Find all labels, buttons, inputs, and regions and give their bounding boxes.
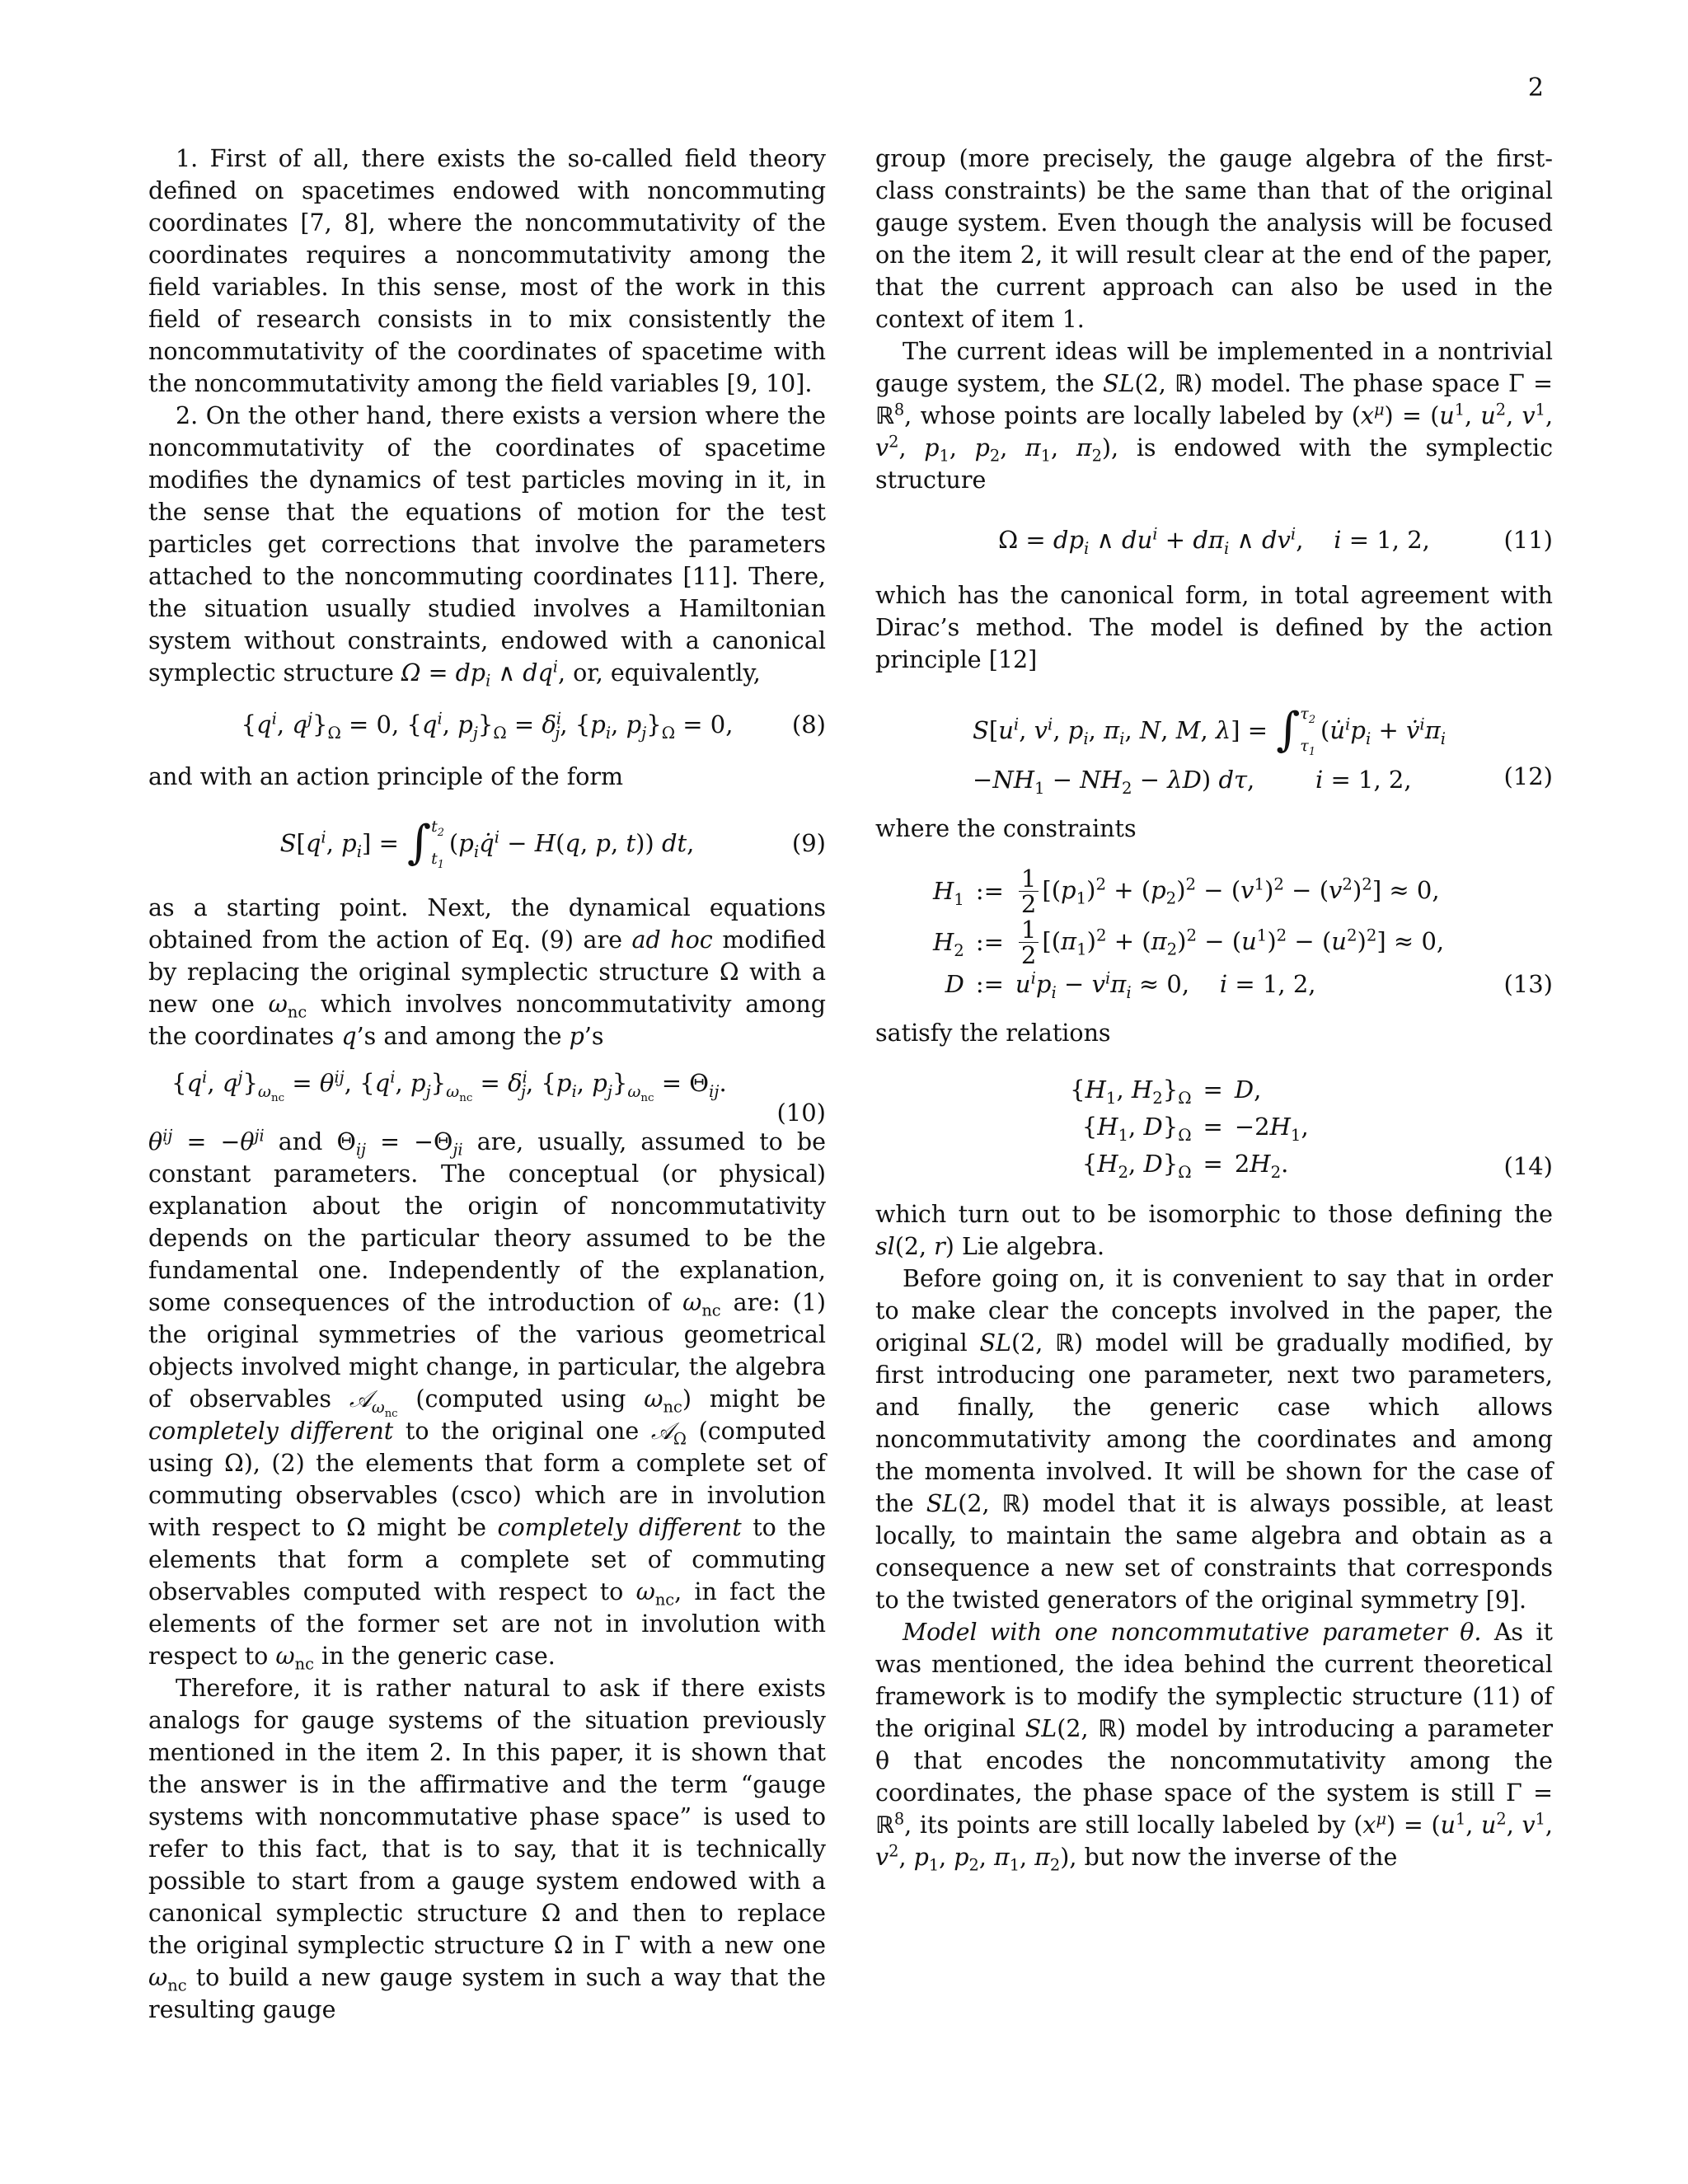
equation-number: (14) — [1503, 1151, 1553, 1180]
paragraph-before-going-on: Before going on, it is convenient to say that in order to make clear the concepts involved in the paper, the original SL(2, ℝ) model will be gradually modified, by first introducing one parameter, next two parameters, and finally, the generic case which allows noncommutativity among the coordinates and among the momenta involved. It will be shown for the case of the SL(2, ℝ) model that it is always possible, at least locally, to maintain the same algebra and obtain as a consequence a new set of constraints that corresponds to the twisted generators of the original symmetry [9]. — [875, 1264, 1554, 1614]
paragraph-therefore: Therefore, it is rather natural to ask if there exists analogs for gauge systems of the situation previously mentioned in the item 2. In this paper, it is shown that the answer is in the affirmative and the term “gauge systems with noncommutative phase space” is used to refer to this fact, that is to say, that it is technically possible to start from a gauge system endowed with a canonical symplectic structure Ω and then to replace the original symplectic structure Ω in Γ with a new one $\omega_{nc}$ to build a new gauge system in such a way that the resulting gauge — [148, 1675, 827, 2023]
paragraph-action: and with an action principle of the form — [148, 763, 624, 790]
paragraph-item-1: 1. First of all, there exists the so-called field theory defined on spacetimes endowed with noncommuting coordinates [7, 8], where the noncommutativity of the coordinates requires a noncommutativity among the field variables. In this sense, most of the work in this field of research consists in to mix consistently the noncommutativity of the coordinates of spacetime with the noncommutativity among the field variables [9, 10]. — [148, 145, 826, 397]
equation-11: $\Omega = dp_i$ ∧ $du^i + d\pi_i$ ∧ $dv^i$, i = 1, 2, (11) — [998, 524, 1553, 558]
equation-number: (11) — [1503, 526, 1553, 554]
paragraph-sl2r-model: The current ideas will be implemented in a nontrivial gauge system, the SL(2, ℝ) model. The phase space Γ = ℝ$^8$, whose points are locally labeled by $(x^\mu) = (u^1$, $u^2$, $v^1$, $v^2$, $p_1$, $p_2$, $\pi_1$, $\pi_2$), is endowed with the symplectic structure — [875, 338, 1554, 494]
equation-13: $H_1$ := $\frac{1}{2}$ $[(p_1)^2 + (p_2)^2 - (v^1)^2 - (v^2)^2] \approx 0$, $H_2$ := $\frac{1}{2}$ $[(\pi_1)^2 + (\pi_2)^2 - (u^1)^2 - (u^2)^2] \approx 0$, D := $u^ip_i - v^i\pi_i \approx 0$, i = 1, 2, (13) — [933, 865, 1553, 1002]
paragraph-consequences: $\theta^{ij} = -\theta^{ji}$ and $\Theta_{ij} = -\Theta_{ji}$ are, usually, assumed to be constant parameters. The conceptual (or physical) explanation about the origin of noncommutativity depends on the particular theory assumed to be the fundamental one. Independently of the explanation, some consequences of the introduction of $\omega_{nc}$ are: (1) the original symmetries of the various geometrical objects involved might change, in particular, the algebra of observables 𝒜$_{\omega_{nc}}$ (computed using $\omega_{nc}$) might be completely different to the original one 𝒜$_\Omega$ (computed using Ω), (2) the elements that form a complete set of commuting observables (csco) which are in involution with respect to Ω might be completely different to the elements that form a complete set of commuting observables computed with respect to $\omega_{nc}$, in fact the elements of the former set are not in involution with respect to $\omega_{nc}$ in the generic case. — [148, 1126, 827, 1674]
paragraph-continuation: group (more precisely, the gauge algebra of the first-class constraints) be the same than that of the original gauge system. Even though the analysis will be focused on the item 2, it will result clear at the end of the paper, that the current approach can also be used in the context of item 1. — [875, 145, 1553, 333]
equation-12: $S[u^i$, $v^i$, $p_i$, $\pi_i$, N, M, λ] = ∫ $\tau_2$ $\tau_1$ ($u̇^ip_i$ + $v̇^i\pi_i$ $-NH_1 - NH_2 - \lambda D$) dτ, i = 1, 2, (12) — [973, 703, 1553, 798]
equation-number: (13) — [1503, 969, 1553, 998]
left-column — [148, 143, 826, 2026]
equation-number: (12) — [1503, 762, 1553, 790]
equation-10: {$q^i$, $q^j\}_{\omega_{nc}} = \theta^{ij}$, {$q^i$, $p_j\}_{\omega_{nc}} = \delta^i_j$, {$p_i$, $p_j\}_{\omega_{nc}} = \Theta_{ij}$. — [171, 1067, 727, 1104]
right-column — [875, 143, 1553, 1873]
paragraph-isomorphic: which turn out to be isomorphic to those defining the sl(2, r) Lie algebra. — [875, 1200, 1553, 1260]
equation-9: $S[q^i$, $p_i$] = ∫ $t_2$ $t_1$ ($p_iq̇^i - H(q$, p, t)) dt, (9) — [279, 816, 826, 871]
paragraph-modification: as a starting point. Next, the dynamical equations obtained from the action of Eq. (9) are ad hoc modified by replacing the original symplectic structure Ω with a new one $\omega_{nc}$ which involves noncommutativity among the coordinates q’s and among the p’s — [148, 894, 826, 1050]
equation-number: (8) — [791, 710, 826, 738]
paragraph-constraints: where the constraints — [875, 815, 1137, 842]
equation-number: (10) — [776, 1099, 826, 1127]
equation-number: (9) — [791, 828, 826, 857]
paragraph-canonical: which has the canonical form, in total agreement with Dirac’s method. The model is defined by the action principle [12] — [875, 582, 1553, 673]
equation-8: {$q^i$, $q^j\}_\Omega = 0$, {$q^i$, $p_j\}_\Omega = \delta^i_j$, {$p_i$, $p_j\}_\Omega = 0$, (8) — [241, 709, 826, 743]
page-number: 2 — [1527, 73, 1544, 102]
equation-14: {$H_1$, $H_2\}_\Omega$ = D, {$H_1$, $D\}_\Omega$ = $-2H_1$, {$H_2$, $D\}_\Omega$ = $2H_2$. — [1070, 1075, 1309, 1182]
paragraph-item-2: 2. On the other hand, there exists a version where the noncommutativity of the coordinates of spacetime modifies the dynamics of test particles moving in it, in the sense that the equations of motion for the test particles get corrections that involve the parameters attached to the noncommuting coordinates [11]. There, the situation usually studied involves a Hamiltonian system without constraints, endowed with a canonical symplectic structure $\Omega = dp_i$ ∧ $dq^i$, or, equivalently, — [148, 402, 826, 691]
paragraph-model-theta: Model with one noncommutative parameter θ. As it was mentioned, the idea behind the current theoretical framework is to modify the symplectic structure (11) of the original SL(2, ℝ) model by introducing a parameter θ that encodes the noncommutativity among the coordinates, the phase space of the system is still Γ = ℝ$^8$, its points are still locally labeled by $(x^\mu) = (u^1$, $u^2$, $v^1$, $v^2$, $p_1$, $p_2$, $\pi_1$, $\pi_2$), but now the inverse of the — [875, 1618, 1554, 1875]
paragraph-relations: satisfy the relations — [875, 1019, 1111, 1047]
